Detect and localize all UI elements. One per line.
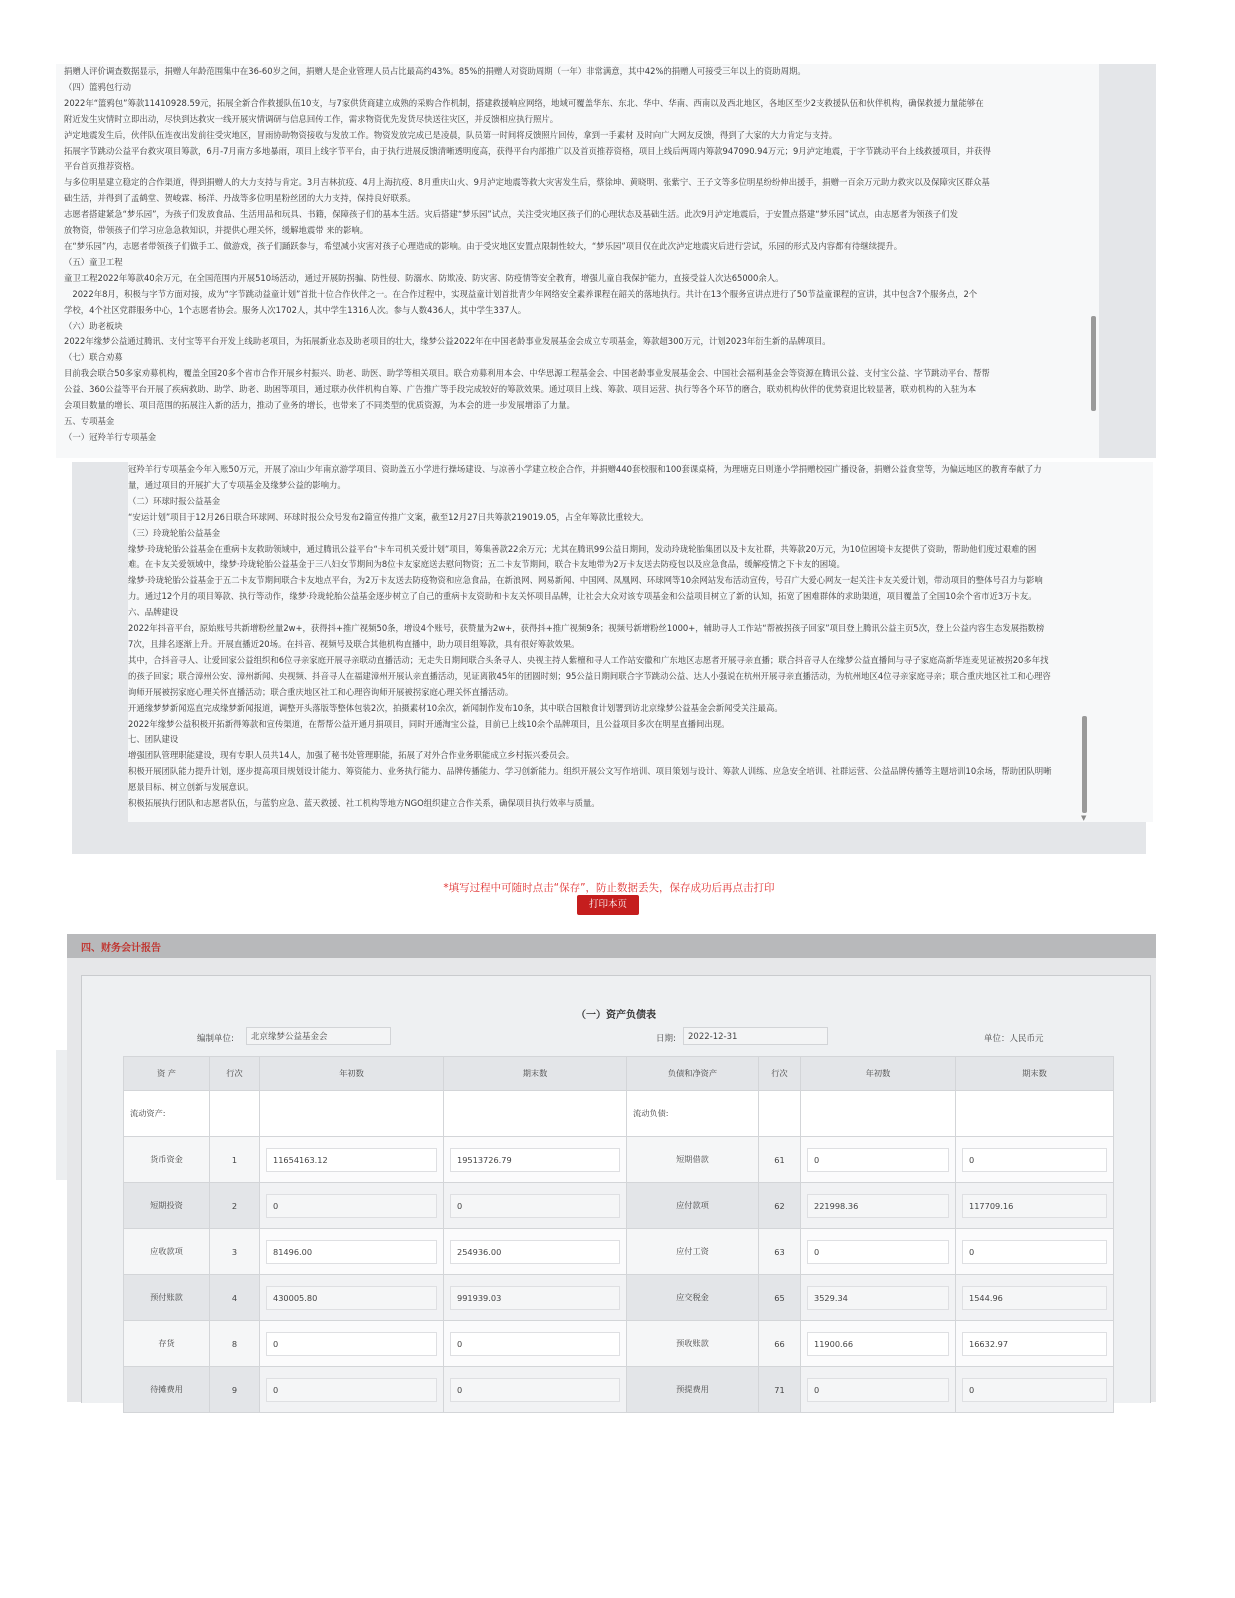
report-text-area-2[interactable] <box>128 462 1153 822</box>
report-text-line: 难。在卡友关爱领域中，缘梦·玲珑轮胎公益基金于三八妇女节期间为8位卡友家庭送去慰问物资；五二卡友节期间，联合卡友地带为2万卡友送去防疫包以及应急食品，缓解疫情之下卡友的困境。 <box>128 559 845 570</box>
date-field[interactable]: 2022-12-31 <box>683 1027 828 1045</box>
section-header-finance <box>67 934 1156 958</box>
report-text-panel-1 <box>56 64 1156 458</box>
liability-line-no-cell: 61 <box>759 1137 801 1183</box>
liability-end-value-cell <box>956 1137 1114 1183</box>
col-header: 年初数 <box>260 1057 444 1091</box>
liability-name-cell: 预收账款 <box>627 1321 759 1367</box>
liability-end-value-input[interactable]: 0 <box>962 1378 1107 1402</box>
report-text-line: 其中，合抖音寻人、让爱回家公益组织和6位寻亲家庭开展寻亲联动直播活动；无走失日期间联合头条寻人、央视主持人紫檀和寻人工作站安徽和广东地区志愿者开展寻亲直播；联合抖音寻人在缘梦公益直播间与寻子家庭高新华连麦见证被拐20多年找 <box>128 654 1049 665</box>
asset-end-value-cell <box>444 1183 627 1229</box>
current-liabilities-label: 流动负债: <box>627 1091 759 1137</box>
col-header: 期末数 <box>956 1057 1114 1091</box>
empty-cell <box>801 1091 956 1137</box>
report-text-line: 志愿者搭建紧急“梦乐园”，为孩子们发放食品、生活用品和玩具、书籍，保障孩子们的基本生活。灾后搭建“梦乐园”试点，关注受灾地区孩子们的心理状态及基础生活。此次9月泸定地震后，于安置点搭建“梦乐园”试点，由志愿者为领孩子们发 <box>64 209 958 220</box>
col-header: 年初数 <box>801 1057 956 1091</box>
asset-end-value-input[interactable]: 254936.00 <box>450 1240 620 1264</box>
liability-begin-value-input[interactable]: 0 <box>807 1148 949 1172</box>
table-row <box>124 1321 1114 1367</box>
asset-end-value-input[interactable]: 991939.03 <box>450 1286 620 1310</box>
scroll-down-arrow-icon[interactable]: ▼ <box>1081 814 1087 822</box>
date-label: 日期: <box>656 1034 676 1044</box>
liability-name-cell: 应交税金 <box>627 1275 759 1321</box>
report-text-line: 2022年抖音平台，原始账号共新增粉丝量2w+，获得抖+推广视频50条，增设4个账号，获赞量为2w+，获得抖+推广视频9条；视频号新增粉丝1000+，辅助寻人工作站“帮被拐孩子回家”项目登上腾讯公益主页5次，登上公益内容生态发展指数榜 <box>128 623 1045 634</box>
asset-end-value-input[interactable]: 19513726.79 <box>450 1148 620 1172</box>
section-title: 四、财务会计报告 <box>81 943 161 954</box>
report-text-line: （七）联合劝募 <box>64 352 123 363</box>
report-text-area-1[interactable] <box>56 64 1099 458</box>
report-text-line: 的孩子回家；联合漳州公安、漳州新闻、央视频、抖音寻人在福建漳州开展认亲直播活动，见证离散45年的团圆时刻；95公益日期间联合字节跳动公益、达人小强说在杭州开展寻亲直播活动，为杭州地区4位寻亲家庭寻亲；联合重庆地区社工和心理咨 <box>128 670 1051 681</box>
report-text-line: （六）助老板块 <box>64 320 123 331</box>
table-row <box>124 1229 1114 1275</box>
asset-begin-value-input[interactable]: 81496.00 <box>266 1240 437 1264</box>
asset-name-cell: 存货 <box>124 1321 210 1367</box>
report-text-line: 学校，4个社区党群服务中心，1个志愿者协会。服务人次1702人，其中学生1316人次。参与人数436人，其中学生337人。 <box>64 304 527 315</box>
col-header: 期末数 <box>444 1057 627 1091</box>
balance-sheet-table <box>123 1056 1114 1413</box>
liability-line-no-cell: 66 <box>759 1321 801 1367</box>
report-text-line: （五）童卫工程 <box>64 256 123 267</box>
asset-line-no-cell: 3 <box>210 1229 260 1275</box>
liability-line-no-cell: 71 <box>759 1367 801 1413</box>
table-row <box>124 1137 1114 1183</box>
asset-end-value-input[interactable]: 0 <box>450 1194 620 1218</box>
org-label: 编制单位: <box>197 1034 234 1044</box>
liability-line-no-cell: 62 <box>759 1183 801 1229</box>
report-text-line: 2022年8月，积极与字节方面对接，成为“字节跳动益童计划”首批十位合作伙伴之一。在合作过程中，实现益童计划首批青少年网络安全素养课程在韶关的落地执行。共计在13个服务宣讲点进行了50节益童课程的宣讲，其中包含7个服务点，2个 <box>64 288 978 299</box>
asset-begin-value-cell <box>260 1275 444 1321</box>
report-text-line: 附近发生灾情时立即出动，尽快到达救灾一线开展灾情调研与信息回传工作，需求物资优先发货尽快送往灾区，并反馈相应执行照片。 <box>64 113 559 124</box>
liability-name-cell: 预提费用 <box>627 1367 759 1413</box>
liability-name-cell: 短期借款 <box>627 1137 759 1183</box>
asset-begin-value-input[interactable]: 0 <box>266 1194 437 1218</box>
asset-end-value-cell <box>444 1367 627 1413</box>
report-text-line: 平台首页推荐资格。 <box>64 161 140 172</box>
report-text-line: 在“梦乐园”内，志愿者带领孩子们做手工、做游戏，孩子们踊跃参与，希望减小灾害对孩子心理造成的影响。由于受灾地区安置点限制性较大，“梦乐园”项目仅在此次泸定地震灾后进行尝试，乐园的形式及内容都有待继续提升。 <box>64 240 903 251</box>
balance-sheet-card <box>81 975 1151 1403</box>
liability-begin-value-input[interactable]: 221998.36 <box>807 1194 949 1218</box>
report-text-line: 缘梦·玲珑轮胎公益基金在重病卡友救助领域中，通过腾讯公益平台“卡车司机关爱计划”项目，筹集善款22余万元；尤其在腾讯99公益日期间，发动玲珑轮胎集团以及卡友社群，共筹款20万元，为10位困境卡友提供了资助，帮助他们度过艰难的困 <box>128 543 1037 554</box>
asset-name-cell: 预付账款 <box>124 1275 210 1321</box>
report-text-line: 放物资，带领孩子们学习应急急救知识，并提供心理关怀，缓解地震带 来的影响。 <box>64 225 369 236</box>
report-text-line: （三）玲珑轮胎公益基金 <box>128 527 221 538</box>
report-text-line: 量，通过项目的开展扩大了专项基金及缘梦公益的影响力。 <box>128 479 346 490</box>
scrollbar-thumb[interactable] <box>1082 716 1087 813</box>
report-text-line: 2022年缘梦公益积极开拓新得筹款和宣传渠道，在帮帮公益开通月捐项目，同时开通淘宝公益，目前已上线10余个品牌项目，且公益项目多次在明星直播间出现。 <box>128 718 730 729</box>
liability-end-value-input[interactable]: 0 <box>962 1148 1107 1172</box>
asset-name-cell: 短期投资 <box>124 1183 210 1229</box>
asset-name-cell: 应收款项 <box>124 1229 210 1275</box>
liability-end-value-input[interactable]: 1544.96 <box>962 1286 1107 1310</box>
report-text-line: 冠羚羊行专项基金今年入账50万元，开展了凉山少年南京游学项目、资助盖五小学进行操场建设、与凉善小学建立校企合作，并捐赠440套校服和100套课桌椅，为理塘克日则逢小学捐赠校园广播设备，捐赠公益食堂等，为偏远地区的教育奉献了力 <box>128 464 1042 474</box>
liability-begin-value-input[interactable]: 0 <box>807 1378 949 1402</box>
report-text-line: 捐赠人评价调查数据显示，捐赠人年龄范围集中在36-60岁之间，捐赠人是企业管理人员占比最高约43%。85%的捐赠人对资助周期（一年）非常满意，其中42%的捐赠人可接受三年以上的资助周期。 <box>64 66 806 76</box>
finance-section <box>67 958 1156 1402</box>
subheader-row <box>124 1091 1114 1137</box>
report-text-line: 7次，且排名逐渐上升。开展直播近20场。在抖音、视频号及联合其他机构直播中，助力项目组筹款，具有很好筹款效果。 <box>128 638 580 649</box>
liability-end-value-input[interactable]: 0 <box>962 1240 1107 1264</box>
empty-cell <box>956 1091 1114 1137</box>
asset-begin-value-cell <box>260 1137 444 1183</box>
report-text-line: 拓展字节跳动公益平台救灾项目筹款，6月-7月南方多地暴雨，项目上线字节平台，由于执行进展反馈清晰透明度高，获得平台内部推广以及首页推荐资格，项目上线后两周内筹款947090.94万元；9月泸定地震，于字节跳动平台上线救援项目，并获得 <box>64 145 991 156</box>
report-text-line: 2022年“篮鸦包”筹款11410928.59元，拓展全新合作救援队伍10支，与7家供货商建立成熟的采购合作机制，搭建救援响应网络，地域可覆盖华东、东北、华中、华南、西南以及西北地区，各地区至少2支救援队伍和伙伴机构，确保救援力量能够在 <box>64 97 984 108</box>
liability-line-no-cell: 63 <box>759 1229 801 1275</box>
report-text-line: 公益、360公益等平台开展了疾病救助、助学、助老、助困等项目，通过联办伙伴机构自筹、广告推广等手段完成较好的筹款效果。通过项目上线、筹款、项目运营、执行等各个环节的磨合，联劝机构伙伴的优势衰退比较显著，联劝机构的入驻为本 <box>64 384 977 395</box>
report-text-line: 七、团队建设 <box>128 734 179 745</box>
report-text-line: 目前我会联合50多家劝募机构，覆盖全国20多个省市合作开展乡村振兴、助老、助医、助学等相关项目。联合劝募利用本会、中华思源工程基金会、中国老龄事业发展基金会、中国社会福利基金会等资源在腾讯公益、支付宝公益、字节跳动平台、帮帮 <box>64 368 990 379</box>
asset-begin-value-input[interactable]: 430005.80 <box>266 1286 437 1310</box>
asset-line-no-cell: 8 <box>210 1321 260 1367</box>
liability-begin-value-cell <box>801 1321 956 1367</box>
liability-begin-value-input[interactable]: 0 <box>807 1240 949 1264</box>
asset-begin-value-cell <box>260 1367 444 1413</box>
report-text-line: （一）冠羚羊行专项基金 <box>64 431 157 442</box>
col-header: 行次 <box>210 1057 260 1091</box>
asset-line-no-cell: 9 <box>210 1367 260 1413</box>
report-text-line: 询师开展被拐家庭心理关怀直播活动；联合重庆地区社工和心理咨询师开展被拐家庭心理关怀直播活动。 <box>128 686 514 697</box>
current-assets-label: 流动资产: <box>124 1091 210 1137</box>
sheet-title: （一）资产负债表 <box>576 1010 656 1021</box>
liability-end-value-cell <box>956 1275 1114 1321</box>
empty-cell <box>759 1091 801 1137</box>
scrollbar-thumb[interactable] <box>1091 316 1096 411</box>
report-text-line: 础生活，并得到了孟鹤堂、贺峻霖、杨洋、丹战等多位明星粉丝团的大力支持，保持良好联系。 <box>64 193 416 204</box>
table-row <box>124 1367 1114 1413</box>
asset-end-value-cell <box>444 1275 627 1321</box>
table-row <box>124 1183 1114 1229</box>
liability-begin-value-input[interactable]: 11900.66 <box>807 1332 949 1356</box>
report-text-line: 童卫工程2022年筹款40余万元，在全国范围内开展510场活动，通过开展防拐骗、防性侵、防溺水、防欺凌、防灾害、防疫情等安全教育，增强儿童自我保护能力，直接受益人次达65000余人。 <box>64 272 784 283</box>
report-text-line: 力。通过12个月的项目筹款、执行等动作，缘梦·玲珑轮胎公益基金逐步树立了自己的重病卡友资助和卡友关怀项目品牌，让社会大众对该专项基金和公益项目树立了新的认知，拓宽了困难群体的求助渠道，项目覆盖了全国10余个省市近3万卡友。 <box>128 591 1037 602</box>
report-text-line: 会项目数量的增长、项目范围的拓展注入新的活力，推动了业务的增长，也带来了不同类型的优质资源，为本会的进一步发展增添了力量。 <box>64 400 575 411</box>
empty-cell <box>444 1091 627 1137</box>
asset-begin-value-input[interactable]: 0 <box>266 1378 437 1402</box>
liability-begin-value-cell <box>801 1183 956 1229</box>
print-button[interactable]: 打印本页 <box>577 895 639 915</box>
col-header: 行次 <box>759 1057 801 1091</box>
liability-line-no-cell: 65 <box>759 1275 801 1321</box>
report-text-line: 开通缘梦梦新闻巡直完成缘梦新闻报道，调整开头落版等整体包装2次，拍摄素材10余次，新闻制作发布10条，其中联合国粮食计划署到访北京缘梦公益基金会新闻受关注最高。 <box>128 702 783 713</box>
col-header: 资 产 <box>124 1057 210 1091</box>
asset-end-value-cell <box>444 1321 627 1367</box>
liability-begin-value-cell <box>801 1367 956 1413</box>
table-row <box>124 1275 1114 1321</box>
report-text-line: 泸定地震发生后，伙伴队伍连夜出发前往受灾地区，冒雨协助物资接收与发放工作。物资发放完成已是凌晨，队员第一时间将反馈照片回传，拿到一手素材 及时向广大网友反馈，得到了大家的大力肯定与支持。 <box>64 129 838 140</box>
empty-cell <box>260 1091 444 1137</box>
liability-end-value-cell <box>956 1229 1114 1275</box>
report-text-line: 与多位明星建立稳定的合作渠道，得到捐赠人的大力支持与肯定。3月吉林抗疫、4月上海抗疫、8月重庆山火、9月泸定地震等救大灾害发生后，蔡徐坤、黄晓明、张紫宁、王子文等多位明星纷纷伸出援手，捐赠一百余万元助力救灾以及保障灾区群众基 <box>64 177 990 188</box>
asset-begin-value-input[interactable]: 0 <box>266 1332 437 1356</box>
org-field[interactable]: 北京缘梦公益基金会 <box>246 1027 391 1045</box>
asset-end-value-input[interactable]: 0 <box>450 1378 620 1402</box>
report-text-line: 五、专项基金 <box>64 415 115 426</box>
asset-begin-value-input[interactable]: 11654163.12 <box>266 1148 437 1172</box>
report-text-line: “安运计划”项目于12月26日联合环球网、环球时报公众号发布2篇宣传推广文案，截至12月27日共筹款219019.05，占全年筹款比重较大。 <box>128 511 649 522</box>
liability-begin-value-cell <box>801 1275 956 1321</box>
report-text-line: 增强团队管理职能建设，现有专职人员共14人，加强了秘书处管理职能，拓展了对外合作业务职能成立乡村振兴委员会。 <box>128 750 575 761</box>
asset-line-no-cell: 4 <box>210 1275 260 1321</box>
asset-begin-value-cell <box>260 1229 444 1275</box>
liability-name-cell: 应付款项 <box>627 1183 759 1229</box>
report-text-line: （四）篮鸦包行动 <box>64 81 131 92</box>
table-header-row <box>124 1057 1114 1091</box>
unit-label: 单位：人民币元 <box>984 1034 1044 1044</box>
asset-line-no-cell: 2 <box>210 1183 260 1229</box>
asset-end-value-input[interactable]: 0 <box>450 1332 620 1356</box>
left-edge-strip <box>56 1050 67 1180</box>
report-text-line: 积极开展团队能力提升计划，逐步提高项目规划设计能力、筹资能力、业务执行能力、品牌传播能力、学习创新能力。组织开展公文写作培训、项目策划与设计、筹款人训练、应急安全培训、社群运营、公益品牌传播等主题培训10余场，帮助团队明晰 <box>128 766 1052 777</box>
report-text-line: 积极拓展执行团队和志愿者队伍，与蓝豹应急、蓝天救援、社工机构等地方NGO组织建立合作关系，确保项目执行效率与质量。 <box>128 798 600 809</box>
asset-begin-value-cell <box>260 1321 444 1367</box>
report-text-panel-2 <box>62 462 1156 922</box>
liability-begin-value-cell <box>801 1229 956 1275</box>
asset-end-value-cell <box>444 1229 627 1275</box>
report-text-line: 愿景目标、树立创新与发展意识。 <box>128 782 254 793</box>
liability-end-value-input[interactable]: 16632.97 <box>962 1332 1107 1356</box>
asset-name-cell: 货币资金 <box>124 1137 210 1183</box>
asset-begin-value-cell <box>260 1183 444 1229</box>
asset-name-cell: 待摊费用 <box>124 1367 210 1413</box>
col-header: 负债和净资产 <box>627 1057 759 1091</box>
empty-cell <box>210 1091 260 1137</box>
report-text-line: 2022年缘梦公益通过腾讯、支付宝等平台开发上线助老项目，为拓展新业态及助老项目的壮大，缘梦公益2022年在中国老龄事业发展基金会成立专项基金，筹款超300万元，计划2023年衍生新的品牌项目。 <box>64 336 831 347</box>
liability-end-value-cell <box>956 1321 1114 1367</box>
liability-begin-value-cell <box>801 1137 956 1183</box>
liability-end-value-cell <box>956 1183 1114 1229</box>
report-text-line: （二）环球时报公益基金 <box>128 495 221 506</box>
save-notice: *填写过程中可随时点击“保存”，防止数据丢失，保存成功后再点击打印 <box>443 882 775 894</box>
asset-line-no-cell: 1 <box>210 1137 260 1183</box>
liability-end-value-input[interactable]: 117709.16 <box>962 1194 1107 1218</box>
liability-end-value-cell <box>956 1367 1114 1413</box>
asset-end-value-cell <box>444 1137 627 1183</box>
report-text-line: 缘梦·玲珑轮胎公益基金于五二卡友节期间联合卡友地点平台，为2万卡友送去防疫物资和应急食品，在新浪网、网易新闻、中国网、凤凰网、环球网等10余网站发布活动宣传，号召广大爱心网友一起关注卡友关爱计划，带动项目的整体号召力与影响 <box>128 575 1043 586</box>
liability-name-cell: 应付工资 <box>627 1229 759 1275</box>
liability-begin-value-input[interactable]: 3529.34 <box>807 1286 949 1310</box>
report-text-line: 六、品牌建设 <box>128 607 179 618</box>
